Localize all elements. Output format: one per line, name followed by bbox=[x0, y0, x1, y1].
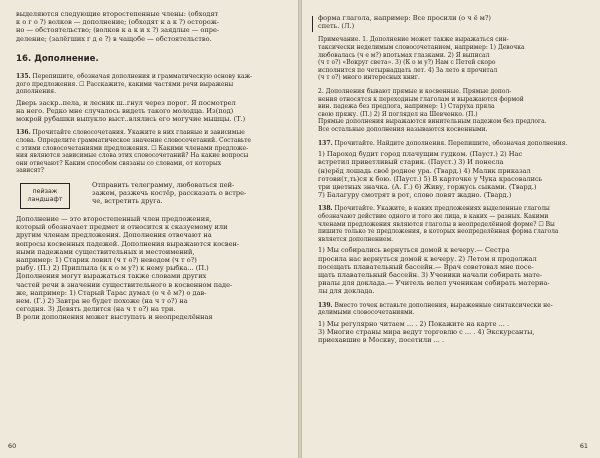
exercise-instruction: пишите только те предложения, в которых неопределённая форма глагола bbox=[318, 228, 559, 236]
exercise-139-text bbox=[318, 320, 584, 345]
exercise-instruction: Прочитайте. Найдите дополнения. Перепишите, обозначая дополнения. bbox=[334, 139, 568, 147]
exercise-number: 135. bbox=[16, 73, 31, 81]
exercise-instruction: дого предложения. ☐ Расскажите, какими частями речи выражены bbox=[16, 80, 234, 88]
exercise-instruction: Перепишите, обозначая дополнения и грамматическую основу каж- bbox=[32, 73, 253, 81]
right-page-content bbox=[318, 14, 584, 344]
theory-line: нем. (Г.) 2) Завтра не будет похоже (на ч т о?) на bbox=[16, 297, 188, 305]
intro-line: к о г о ?) волков — дополнение; (обходят к а к ?) осторож- bbox=[16, 18, 220, 27]
exercise-text-line: приехавшие в Москву, посетили ... . bbox=[318, 336, 445, 345]
theory-line: другим членам предложения. Дополнения отвечают на bbox=[16, 231, 212, 240]
exercise-137 bbox=[318, 140, 584, 148]
page-number: 60 bbox=[8, 442, 17, 450]
note-line: любовалась (ч е м?) впотьмах глазками. 2) Я выписал bbox=[318, 51, 490, 59]
theory-block bbox=[16, 215, 280, 322]
exercise-instruction: ния являются зависимые слова этих словосочетаний? На какие вопросы bbox=[16, 152, 249, 160]
sign-word: пейзаж bbox=[32, 187, 58, 195]
section-heading: 16. Дополнение. bbox=[16, 53, 99, 64]
exercise-text-line: Дверь заскр..пела, и лесник ш..гнул через порог. Я посмотрел bbox=[16, 98, 236, 107]
theory-line: ными падежами существительных и местоимений, bbox=[16, 247, 195, 256]
note-line: 2. Дополнения бывают прямые и косвенные. Прямые допол- bbox=[318, 87, 512, 95]
theory-line: В роли дополнения может выступать и неопределённая bbox=[16, 313, 213, 322]
left-page-content bbox=[16, 10, 280, 322]
exercise-text-line: посещать плавательный бассейн.— Врач советовал мне посе- bbox=[318, 262, 534, 271]
note-line: Примечание. 1. Дополнение может также выражаться син- bbox=[318, 36, 509, 44]
exercise-text-line: на него. Редко мне случалось видеть такого молодца. Из(под) bbox=[16, 107, 234, 115]
exercise-139 bbox=[318, 302, 584, 317]
exercise-text-line: 3) Многие страны мира ведут торговлю с ... . 4) Экскурсанты, bbox=[318, 327, 535, 336]
exercise-instruction: Прочитайте словосочетания. Укажите в них главные и зависимые bbox=[32, 129, 245, 137]
exercise-number: 138. bbox=[318, 205, 333, 213]
exercise-number: 137. bbox=[318, 139, 333, 147]
exercise-instruction: делимыми словосочетаниями. bbox=[318, 309, 415, 317]
exercise-text-line: готови(т,ть)ся к бою. (Пауст.) 5) В карточке у Чука красовались bbox=[318, 174, 543, 183]
word-combination-line: Отправить телеграмму, любоваться пей- bbox=[92, 180, 235, 189]
exercise-text-line: 1) Пароход будит город плачущим гудком. (Пауст.) 2) Нас bbox=[318, 150, 523, 159]
right-page bbox=[302, 0, 600, 458]
note-line: вин. падежа без предлога, например: 1) Старуха пряла bbox=[318, 103, 495, 111]
exercise-135 bbox=[16, 73, 280, 96]
exercise-instruction: зависят? bbox=[16, 167, 44, 175]
theory-line: например: 1) Старик ловил (ч т о?) неводом (ч т о?) bbox=[16, 255, 197, 264]
exercise-instruction: является дополнением. bbox=[318, 235, 394, 243]
exercise-text-line: просила нас вернуться домой к вечеру. 2) Летом я продолжал bbox=[318, 254, 537, 263]
theory-line: рыбу. (П.) 2) Приплыла (к к о м у?) к нему рыбка... (П.) bbox=[16, 264, 209, 273]
exercise-text-line: щать плавательный бассейн. 3) Ученики начали собирать мате- bbox=[318, 270, 543, 279]
theory-line: Дополнения могут выражаться также словами других bbox=[16, 272, 207, 281]
exercise-text-line: риалы для доклада.— Учитель велел ученикам собирать материа- bbox=[318, 279, 550, 288]
continuation-line: форма глагола, например: Все просили (о ч ё м?) bbox=[318, 14, 491, 22]
exercise-text-line: лы для доклада. bbox=[318, 287, 375, 296]
exercise-text-line: 1) Мы собирались вернуться домой к вечеру.— Сестра bbox=[318, 246, 510, 255]
exercise-135-text bbox=[16, 99, 280, 124]
note-line: Прямые дополнения выражаются винительным падежом без предлога. bbox=[318, 118, 547, 126]
exercise-text-line: встретил приветливый старик. (Пауст.) 3) И понесла bbox=[318, 158, 504, 167]
exercise-instruction: обозначают действие одного и того же лица, в каких — разных. Какими bbox=[318, 212, 549, 220]
note-line: нения относятся к переходным глаголам и выражаются формой bbox=[318, 95, 524, 103]
exercise-text-line: (н)ерёд лошадь своё родное ура. (Твард.) 4) Малик приказал bbox=[318, 166, 531, 175]
word-combination-line: че, встретить друга. bbox=[92, 197, 163, 206]
page-number: 61 bbox=[579, 442, 588, 450]
exercise-138-text bbox=[318, 246, 584, 295]
exercise-138 bbox=[318, 205, 584, 243]
note-line: Все остальные дополнения называются косвенными. bbox=[318, 125, 488, 133]
note-line: (ч т о?) «Вокруг света». 3) (К о м у?) Нам с Петей скоро bbox=[318, 59, 496, 67]
theory-line: Дополнение — это второстепенный член предложения, bbox=[16, 214, 212, 223]
exercise-instruction: Вместо точек вставьте дополнения, выраженные синтаксически не- bbox=[334, 301, 553, 309]
exercise-text-line: мокрой рубашки выпукло выст..влялись его могучие мышцы. (Т.) bbox=[16, 115, 246, 124]
theory-line: сегодня. 3) Девять делится (на ч т о?) на три. bbox=[16, 305, 176, 314]
note-line: таксически неделимым словосочетанием, например: 1) Девочка bbox=[318, 44, 525, 51]
word-combination-line: зажем, разжечь костёр, рассказать о встре- bbox=[92, 189, 247, 198]
exercise-136 bbox=[16, 129, 280, 175]
intro-line: но — обстоятельство; (волков к а к и х ?) заядлые — опре- bbox=[16, 26, 220, 35]
exercise-instruction: Прочитайте. Укажите, в каких предложениях выделенные глаголы bbox=[334, 205, 550, 213]
note-line: (ч т о?) много интересных книг. bbox=[318, 74, 420, 82]
exercise-text-line: три цветных значка. (А. Г.) 6) Живу, горжусь сыками. (Твард.) bbox=[318, 182, 537, 191]
exercise-instruction: слова. Определите грамматическое значение словосочетаний. Составьте bbox=[16, 137, 251, 144]
exercise-instruction: дополнения. bbox=[16, 88, 56, 96]
vocabulary-sign-row bbox=[16, 181, 280, 215]
vocabulary-sign bbox=[20, 183, 70, 209]
sign-word: ландшафт bbox=[27, 195, 63, 203]
left-page bbox=[0, 0, 298, 458]
exercise-137-text bbox=[318, 150, 584, 199]
intro-line: выделяются следующие второстепенные члены: (обходят bbox=[16, 10, 219, 18]
word-combinations bbox=[92, 181, 280, 206]
exercise-text-line: 1) Мы регулярно читаем ... . 2) Покажите на карте ... . bbox=[318, 319, 510, 328]
note-1 bbox=[318, 36, 584, 82]
theory-line: же, например: 1) Старый Тарас думал (о ч ё м?) о дав- bbox=[16, 288, 207, 297]
exercise-text-line: 7) Балагуру смотрят в рот, слово ловят жадно. (Твард.) bbox=[318, 191, 512, 200]
exercise-instruction: членами предложения являются глаголы в неопределённой форме? ☐ Вы bbox=[318, 220, 555, 228]
exercise-instruction: они отвечают? Каким способом связаны со словами, от которых bbox=[16, 159, 222, 167]
exercise-instruction: с этими словосочетаниями предложения. ☐ Какими членами предложе- bbox=[16, 144, 249, 152]
theory-line: который обозначает предмет и относится к сказуемому или bbox=[16, 223, 228, 232]
note-line: свою пряжу. (П.) 2) Я поглядел на Шевченко. (П.) bbox=[318, 110, 478, 118]
continuation-line: спеть. (Л.) bbox=[318, 22, 355, 31]
exercise-number: 136. bbox=[16, 129, 31, 137]
theory-line: вопросы косвенных падежей. Дополнения выражаются косвен- bbox=[16, 239, 240, 248]
theory-line: частей речи в значении существительного в косвенном паде- bbox=[16, 280, 233, 289]
note-2 bbox=[318, 88, 584, 134]
margin-bracket bbox=[312, 16, 313, 32]
exercise-number: 139. bbox=[318, 301, 333, 309]
note-line: исполнится по четырнадцать лет. 4) За лето я прочитал bbox=[318, 66, 498, 74]
intro-line: деление; (залёгших г д е ?) в чащобе — обстоятельство. bbox=[16, 34, 212, 43]
